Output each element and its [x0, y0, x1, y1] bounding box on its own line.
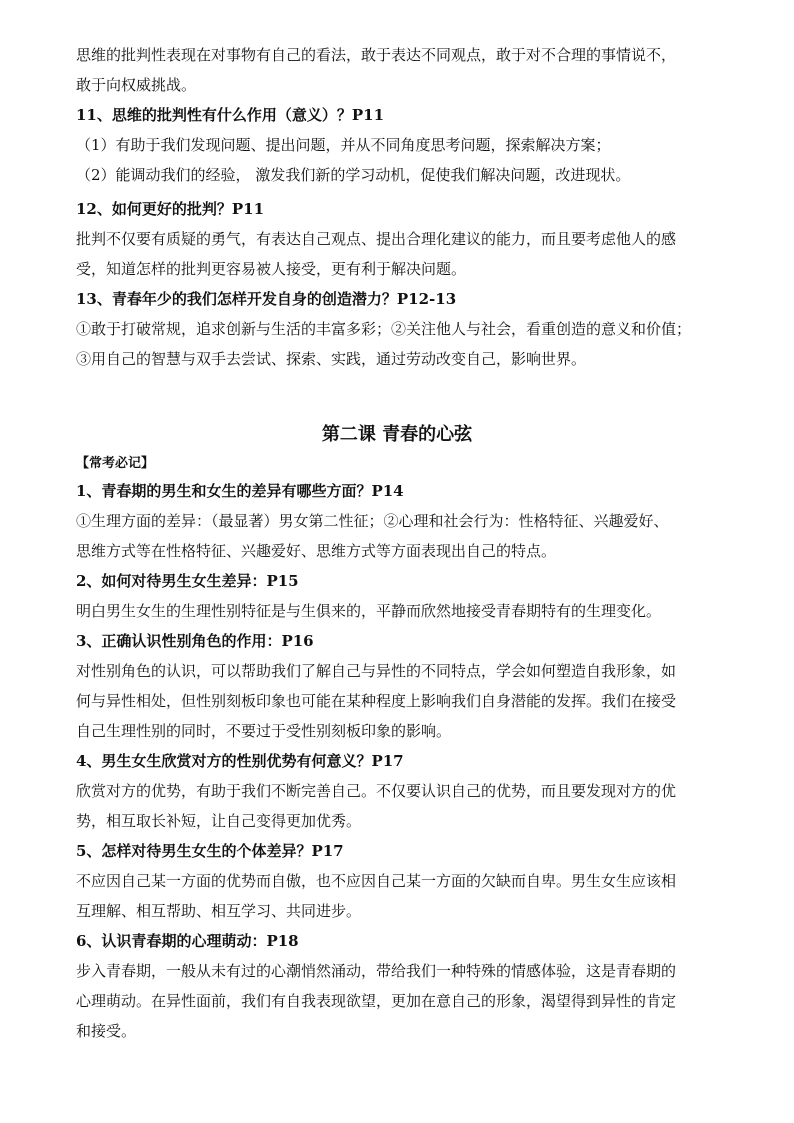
lesson-q1-title: 1、青春期的男生和女生的差异有哪些方面？P14 — [76, 482, 404, 500]
lesson-q3-title: 3、正确认识性别角色的作用：P16 — [76, 632, 314, 650]
intro-line-1: 思维的批判性表现在对事物有自己的看法，敢于表达不同观点，敢于对不合理的事情说不， — [76, 46, 677, 64]
lesson-title: 第二课 青春的心弦 — [321, 424, 473, 445]
lesson-q1-line-1: ①生理方面的差异：（最显著）男女第二性征；②心理和社会行为：性格特征、兴趣爱好、 — [76, 512, 669, 530]
question-12-line-1: 批判不仅要有质疑的勇气，有表达自己观点、提出合理化建议的能力，而且要考虑他人的感 — [76, 230, 677, 248]
lesson-q3-line-2: 何与异性相处，但性别刻板印象也可能在某种程度上影响我们自身潜能的发挥。我们在接受 — [76, 692, 677, 710]
lesson-q3-line-1: 对性别角色的认识，可以帮助我们了解自己与异性的不同特点，学会如何塑造自我形象，如 — [76, 662, 677, 680]
lesson-q4-title: 4、男生女生欣赏对方的性别优势有何意义？P17 — [76, 752, 404, 770]
question-11-item-1: （1）有助于我们发现问题、提出问题，并从不同角度思考问题，探索解决方案； — [76, 136, 611, 154]
lesson-q3-line-3: 自己生理性别的同时，不要过于受性别刻板印象的影响。 — [76, 722, 452, 740]
question-13-line-1: ①敢于打破常规，追求创新与生活的丰富多彩；②关注他人与社会，看重创造的意义和价值； — [76, 320, 692, 338]
question-12-title: 12、如何更好的批判？P11 — [76, 200, 265, 218]
lesson-q2-title: 2、如何对待男生女生差异：P15 — [76, 572, 299, 590]
lesson-q6-line-1: 步入青春期，一般从未有过的心潮悄然涌动，带给我们一种特殊的情感体验，这是青春期的 — [76, 962, 677, 980]
lesson-q6-line-2: 心理萌动。在异性面前，我们有自我表现欲望，更加在意自己的形象，渴望得到异性的肯定 — [76, 992, 677, 1010]
question-12-line-2: 受，知道怎样的批判更容易被人接受，更有利于解决问题。 — [76, 260, 467, 278]
lesson-q6-line-3: 和接受。 — [76, 1022, 137, 1040]
document-page — [76, 40, 718, 1046]
intro-line-2: 敢于向权威挑战。 — [76, 76, 197, 94]
lesson-q5-line-1: 不应因自己某一方面的优势而自傲，也不应因自己某一方面的欠缺而自卑。男生女生应该相 — [76, 872, 677, 890]
question-13-title: 13、青春年少的我们怎样开发自身的创造潜力？P12-13 — [76, 290, 457, 308]
lesson-q4-line-2: 势，相互取长补短，让自己变得更加优秀。 — [76, 812, 362, 830]
section-tag: 【常考必记】 — [76, 456, 155, 471]
question-11-item-2: （2）能调动我们的经验， 激发我们新的学习动机，促使我们解决问题，改进现状。 — [76, 166, 631, 184]
lesson-q4-line-1: 欣赏对方的优势，有助于我们不断完善自己。不仅要认识自己的优势，而且要发现对方的优 — [76, 782, 677, 800]
lesson-q5-line-2: 互理解、相互帮助、相互学习、共同进步。 — [76, 902, 362, 920]
question-11-title: 11、思维的批判性有什么作用（意义）？P11 — [76, 106, 385, 124]
lesson-q2-line-1: 明白男生女生的生理性别特征是与生俱来的，平静而欣然地接受青春期特有的生理变化。 — [76, 602, 662, 620]
lesson-q5-title: 5、怎样对待男生女生的个体差异？P17 — [76, 842, 344, 860]
lesson-q1-line-2: 思维方式等在性格特征、兴趣爱好、思维方式等方面表现出自己的特点。 — [76, 542, 557, 560]
question-13-line-2: ③用自己的智慧与双手去尝试、探索、实践，通过劳动改变自己，影响世界。 — [76, 350, 587, 368]
lesson-q6-title: 6、认识青春期的心理萌动：P18 — [76, 932, 299, 950]
